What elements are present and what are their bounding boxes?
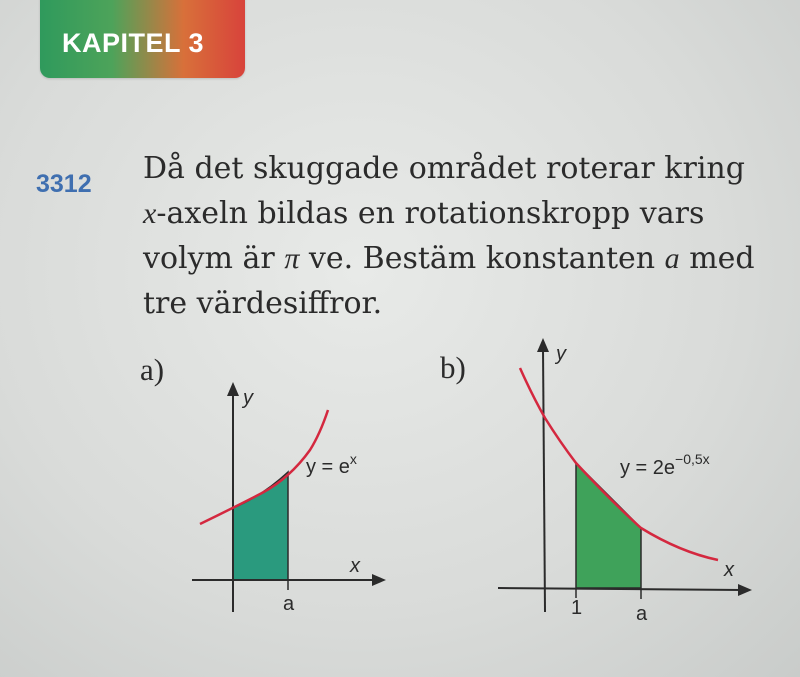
chapter-label: KAPITEL 3	[62, 28, 205, 58]
figure-b-shaded-region	[576, 463, 641, 588]
problem-text-line-3-part-1: volym är	[143, 241, 285, 276]
figure-b-x-axis-arrow	[738, 584, 752, 596]
figure-a-x-label: x	[350, 555, 360, 577]
subfigure-b-label: b)	[440, 350, 466, 385]
variable-a: a	[664, 242, 680, 275]
figure-b-curve-label	[620, 451, 710, 479]
figure-a-bound-label: a	[283, 593, 295, 615]
problem-text-line-2-rest: -axeln bildas en rotationskropp vars	[156, 196, 705, 231]
variable-x: x	[143, 197, 157, 230]
figure-a-curve-label-base: y = e	[306, 456, 350, 478]
problem-text-line-1: Då det skuggade området roterar kring	[143, 151, 745, 186]
problem-text-line-3-part-2: ve. Bestäm konstanten	[299, 241, 665, 276]
symbol-pi: π	[284, 242, 300, 275]
figure-b-y-axis	[543, 348, 545, 612]
figure-b-upper-bound-label: a	[636, 603, 648, 625]
figure-b-x-axis	[498, 588, 742, 590]
figure-b-y-label: y	[556, 343, 566, 365]
figure-b-lower-bound-label: 1	[571, 597, 583, 619]
figure-a-curve-label-exponent: x	[349, 451, 357, 467]
figure-b-curve-label-exponent: −0,5x	[675, 451, 710, 467]
problem-number: 3312	[36, 170, 92, 198]
figure-b-curve-label-base: y = 2e	[620, 457, 676, 479]
figure-b-y-axis-arrow	[537, 338, 549, 352]
problem-text-line-4: tre värdesiffror.	[143, 286, 383, 321]
problem-text-line-3-part-3: med	[679, 241, 755, 276]
subfigure-a-label: a)	[140, 352, 165, 387]
figure-a-y-label: y	[243, 387, 253, 409]
figure-b-x-label: x	[724, 559, 734, 581]
